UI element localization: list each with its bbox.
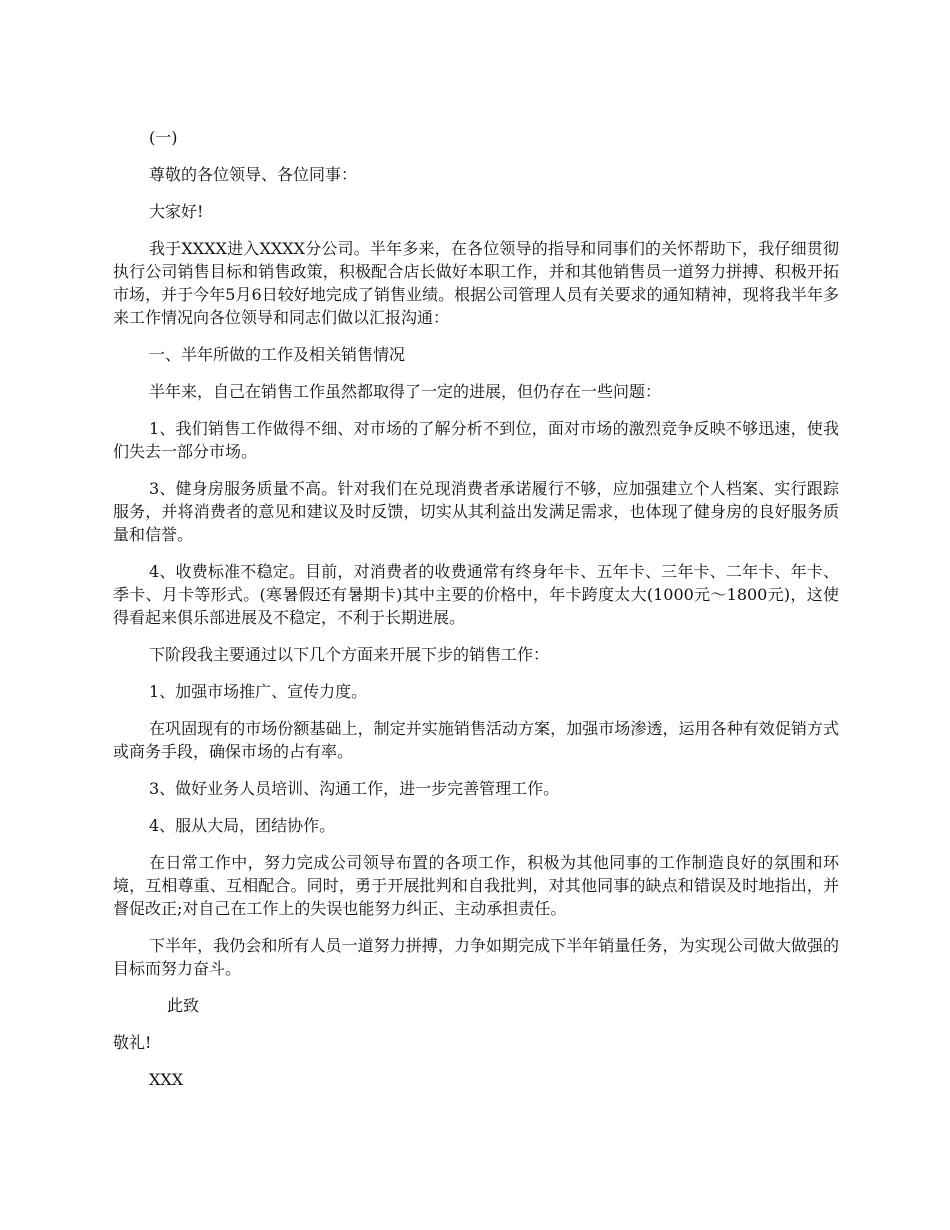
paragraph-summary: 半年来，自己在销售工作虽然都取得了一定的进展，但仍存在一些问题： [149, 382, 662, 401]
paragraph-step-4: 4、服从大局，团结协作。 [149, 816, 336, 835]
paragraph-next-steps: 下阶段我主要通过以下几个方面来开展下步的销售工作： [149, 645, 550, 664]
paragraph-issue-1: 1、我们销售工作做得不细、对市场的了解分析不到位，面对市场的激烈竞争反映不够迅速，使我们失去一部分市场。 [113, 419, 839, 461]
greeting-hello: 大家好! [149, 202, 204, 221]
paragraph-step-1: 1、加强市场推广、宣传力度。 [149, 682, 368, 701]
greeting-line: 尊敬的各位领导、各位同事： [149, 165, 358, 184]
paragraph-issue-3: 3、健身房服务质量不高。针对我们在兑现消费者承诺履行不够，应加强建立个人档案、实行跟踪服务，并将消费者的意见和建议及时反馈，切实从其利益出发满足需求，也体现了健身房的良好服务质量和信誉。 [113, 479, 839, 544]
section-heading: 一、半年所做的工作及相关销售情况 [149, 345, 406, 364]
section-marker: (一) [149, 128, 178, 147]
closing-line: 此致 [167, 996, 200, 1015]
salutation-line: 敬礼! [113, 1033, 152, 1052]
paragraph-step-4-detail: 在日常工作中，努力完成公司领导布置的各项工作，积极为其他同事的工作制造良好的氛围和环境，互相尊重、互相配合。同时，勇于开展批判和自我批判，对其他同事的缺点和错误及时地指出，并督促改正;对自己在工作上的失误也能努力纠正、主动承担责任。 [113, 853, 839, 918]
paragraph-step-3: 3、做好业务人员培训、沟通工作，进一步完善管理工作。 [149, 779, 560, 798]
paragraph-intro: 我于XXXX进入XXXX分公司。半年多来，在各位领导的指导和同事们的关怀帮助下，我仔细贯彻执行公司销售目标和销售政策，积极配合店长做好本职工作，并和其他销售员一道努力拼搏、积极开拓市场，并于今年5月6日较好地完成了销售业绩。根据公司管理人员有关要求的通知精神，现将我半年多来工作情况向各位领导和同志们做以汇报沟通： [113, 239, 839, 327]
paragraph-step-1-detail: 在巩固现有的市场份额基础上，制定并实施销售活动方案，加强市场渗透，运用各种有效促销方式或商务手段，确保市场的占有率。 [113, 719, 839, 761]
document-body [113, 126, 839, 1105]
signature-line: XXX [149, 1070, 184, 1089]
paragraph-issue-4: 4、收费标准不稳定。目前，对消费者的收费通常有终身年卡、五年卡、三年卡、二年卡、年卡、季卡、月卡等形式。(寒暑假还有暑期卡)其中主要的价格中，年卡跨度太大(1000元～1800元)，这使得看起来俱乐部进展及不稳定，不利于长期进展。 [113, 562, 839, 627]
paragraph-conclusion: 下半年，我仍会和所有人员一道努力拼搏，力争如期完成下半年销量任务，为实现公司做大做强的目标而努力奋斗。 [113, 936, 839, 978]
